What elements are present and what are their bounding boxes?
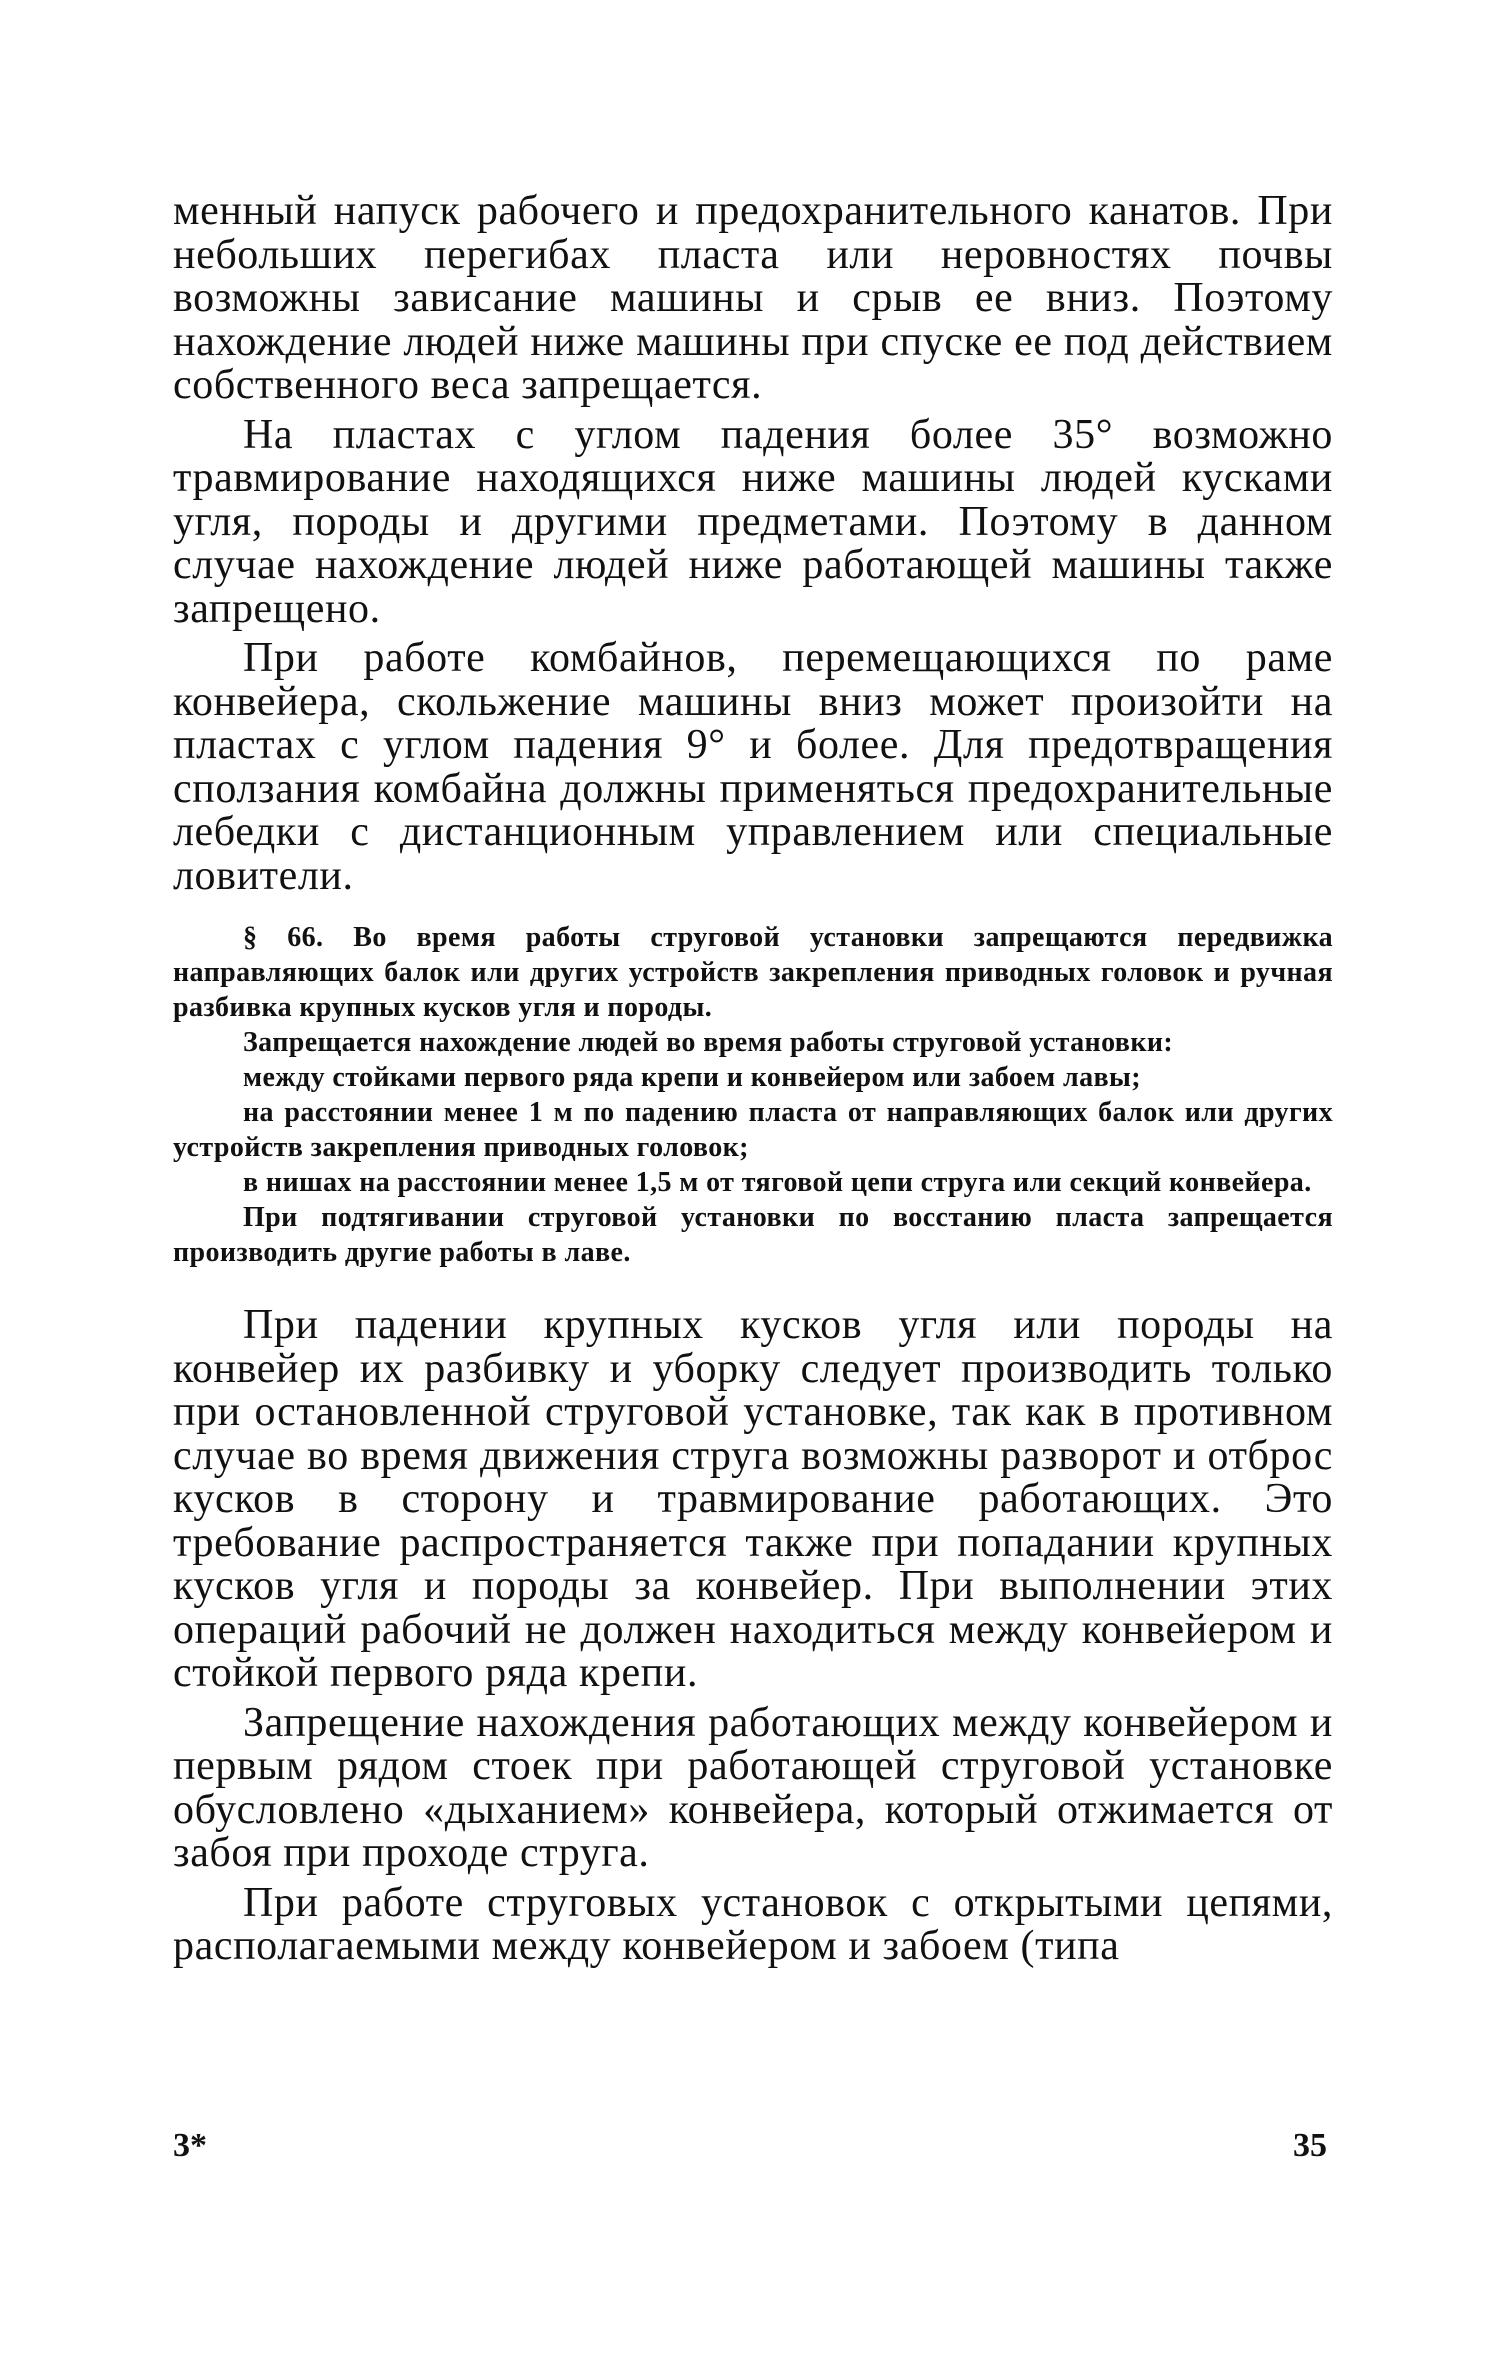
rule-paragraph: § 66. Во время работы струговой установки запрещаются передвижка направляющих балок или других устройств закрепления приводных головок и ручная разбивка крупных кусков угля и породы. — [173, 922, 1333, 1023]
paragraph-steep-seams: На пластах с углом падения более 35° возможно травмирование находящихся ниже машины людей кусками угля, породы и другими предметами. Поэтому в данном случае нахождение людей ниже работающей машины также запрещено. — [173, 411, 1333, 632]
page-number: 35 — [1293, 2127, 1327, 2164]
rule-paragraph: При подтягивании струговой установки по восстанию пласта запрещается производить другие работы в лаве. — [173, 1202, 1333, 1268]
rule-list-item: на расстоянии менее 1 м по падению пласта от направляющих балок или других устройств закрепления приводных головок; — [173, 1097, 1333, 1163]
paragraph-continuation: менный напуск рабочего и предохранительного канатов. При небольших перегибах пласта или неровностях почвы возможны зависание машины и срыв ее вниз. Поэтому нахождение людей ниже машины при спуске ее под действием собственного веса запрещается. — [173, 188, 1333, 408]
text-block — [173, 190, 1333, 1975]
rule-list-item: между стойками первого ряда крепи и конвейером или забоем лавы; — [243, 1062, 1142, 1093]
page-footer — [173, 2127, 1333, 2177]
rule-section-66 — [173, 920, 1333, 1270]
rule-list-item: в нишах на расстоянии менее 1,5 м от тяговой цепи струга или секций конвейера. — [243, 1167, 1312, 1198]
paragraph-conveyor-breathing: Запрещение нахождения работающих между конвейером и первым рядом стоек при работающей струговой установке обусловлено «дыханием» конвейера, который отжимается от забоя при проходе струга. — [173, 1699, 1333, 1876]
signature-mark: 3* — [173, 2127, 207, 2164]
paragraph-large-pieces: При падении крупных кусков угля или породы на конвейер их разбивку и уборку следует производить только при остановленной струговой установке, так как в противном случае во время движения струга возможны разворот и отброс кусков в сторону и травмирование работающих. Это требование распространяется также при попадании крупных кусков угля и породы за конвейер. При выполнении этих операций рабочий не должен находиться между конвейером и стойкой первого ряда крепи. — [173, 1302, 1333, 1696]
rule-paragraph: Запрещается нахождение людей во время работы струговой установки: — [243, 1027, 1174, 1058]
paragraph-combines: При работе комбайнов, перемещающихся по раме конвейера, скольжение машины вниз может произойти на пластах с углом падения 9° и более. Для предотвращения сползания комбайна должны применяться предохранительные лебедки с дистанционным управлением или специальные ловители. — [173, 635, 1333, 899]
paragraph-open-chains: При работе струговых установок с открытыми цепями, располагаемыми между конвейером и забоем (типа — [173, 1879, 1333, 1969]
